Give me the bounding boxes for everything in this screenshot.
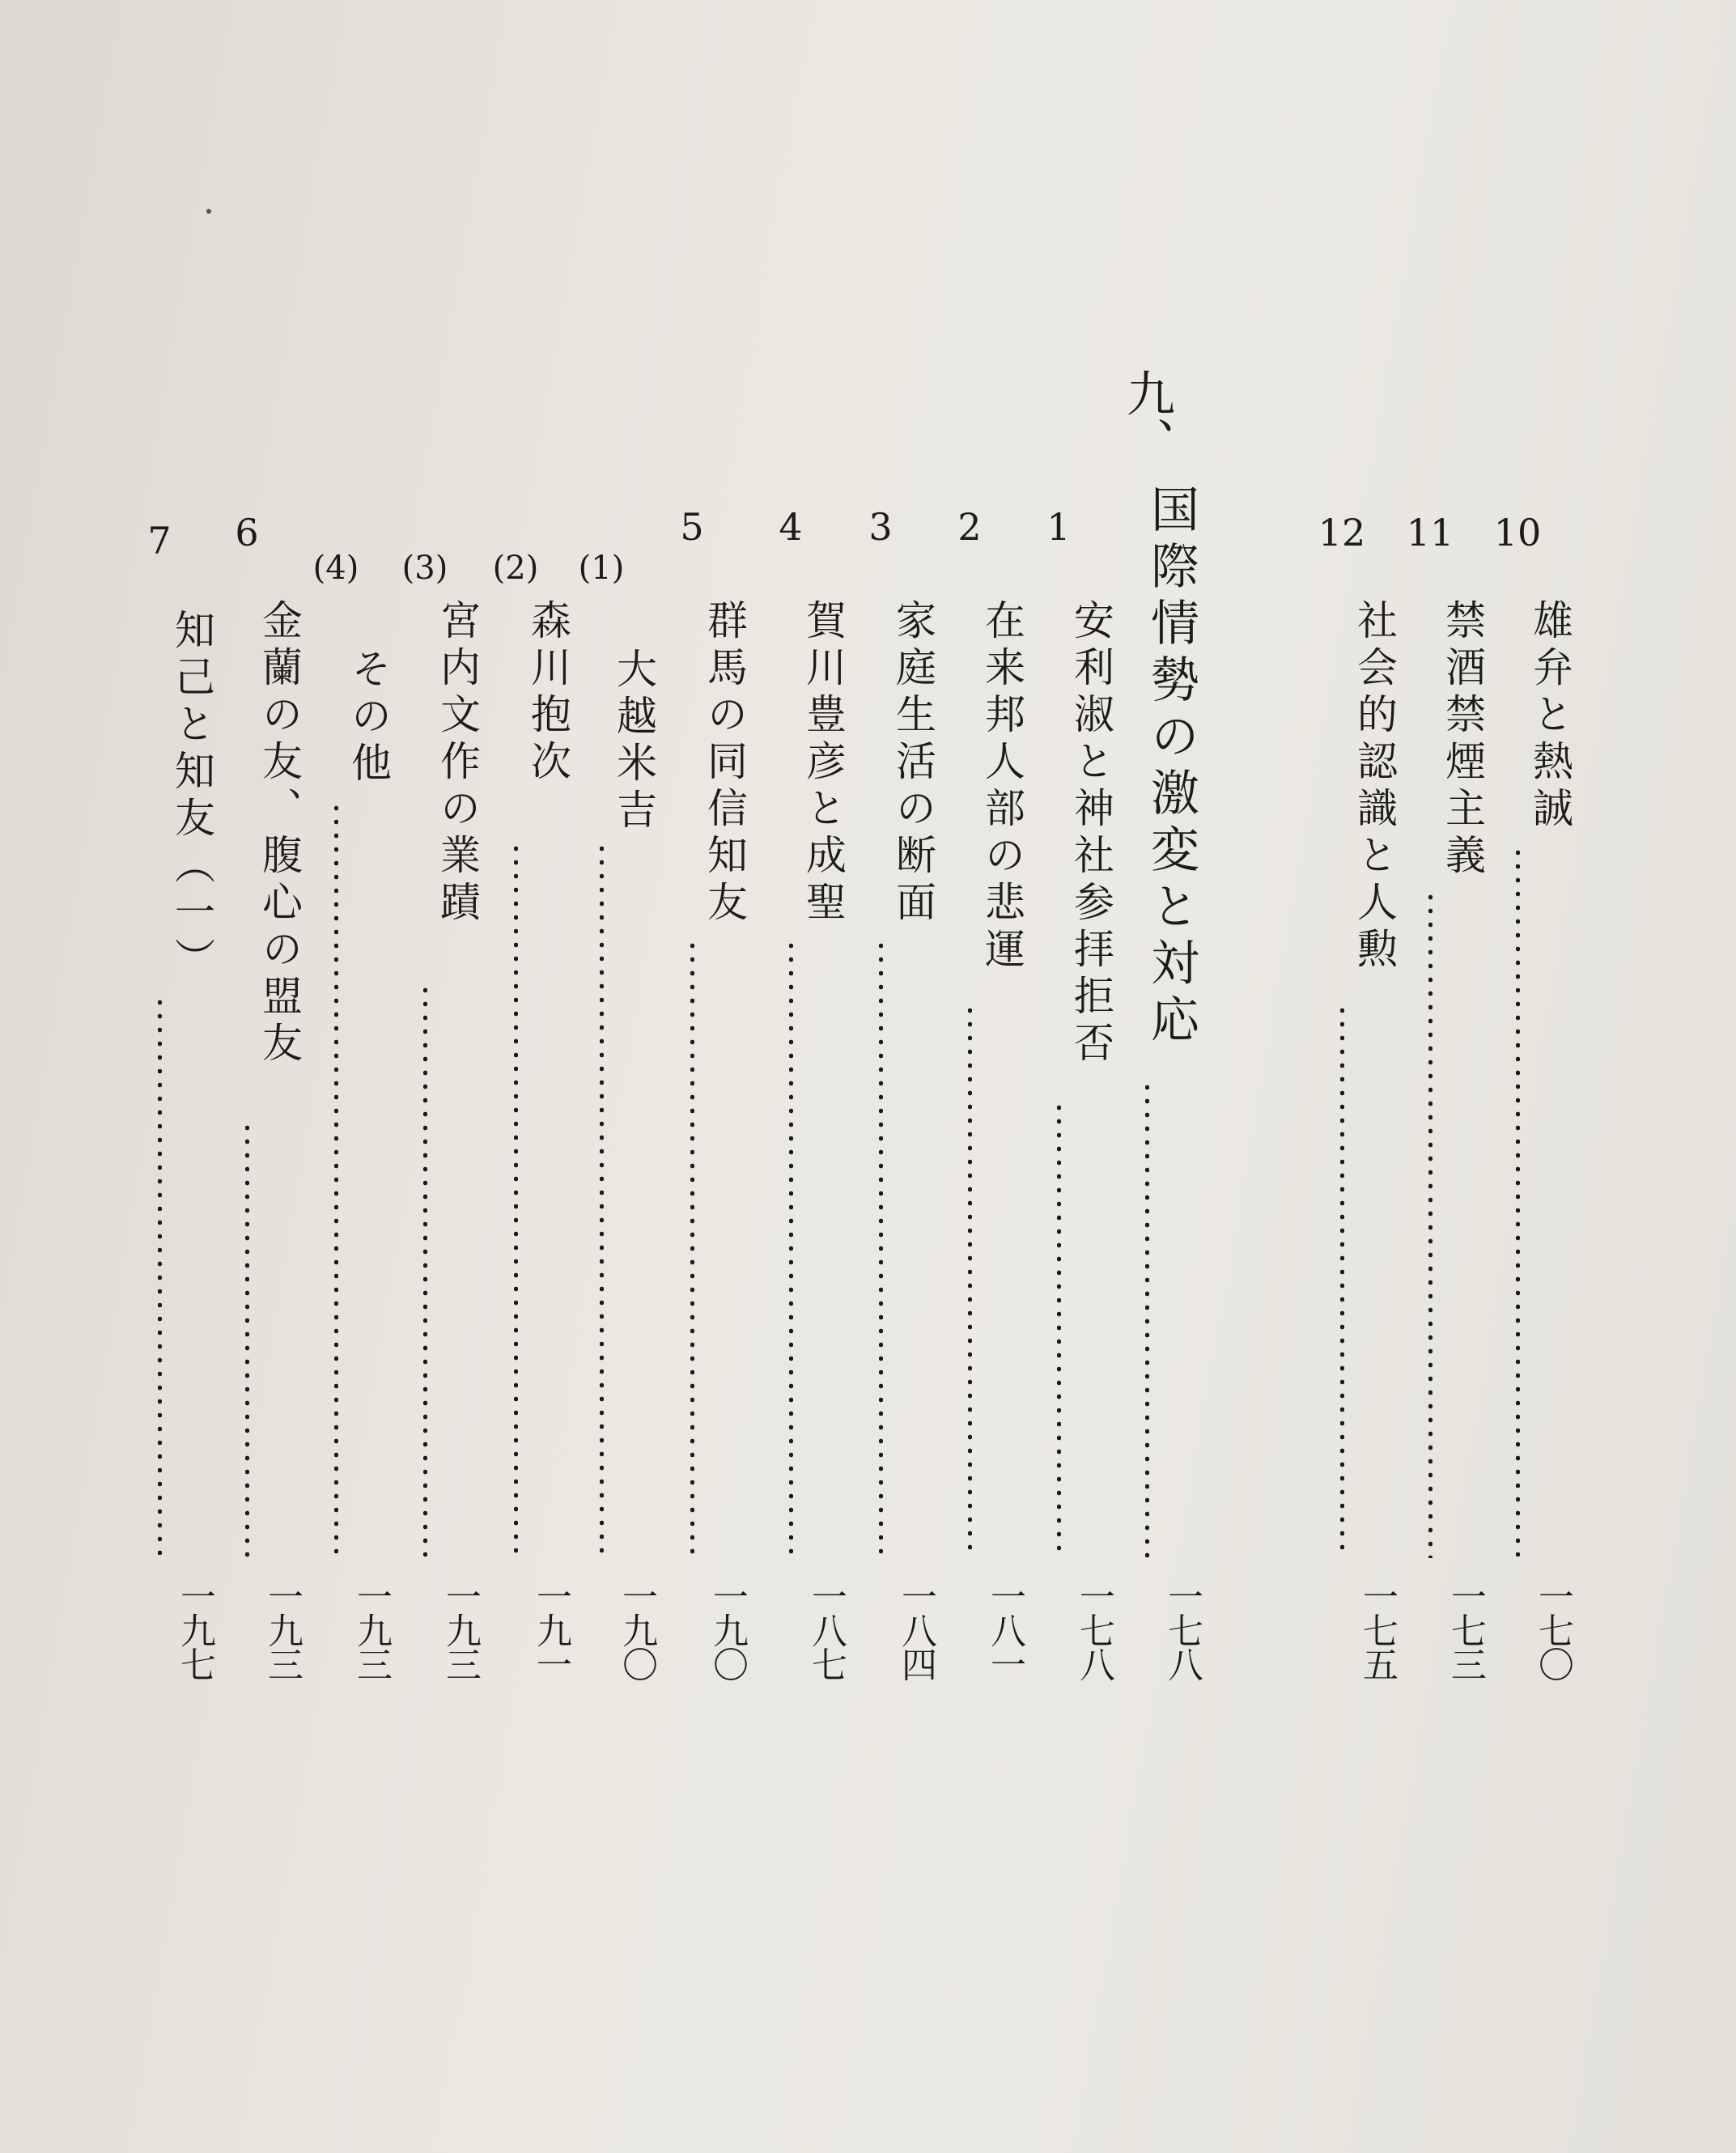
dot-leader bbox=[789, 939, 793, 1558]
entry-title: 安利淑と神社参拝拒否 bbox=[1067, 599, 1114, 1068]
entry-number: 3 bbox=[868, 505, 893, 549]
entry-title: 在来邦人部の悲運 bbox=[978, 599, 1025, 975]
toc-entry bbox=[844, 0, 936, 2153]
entry-page: 一九七 bbox=[174, 1578, 215, 1680]
toc-entry bbox=[656, 0, 748, 2153]
entry-title: 禁酒禁煙主義 bbox=[1439, 599, 1486, 881]
dot-leader bbox=[334, 801, 338, 1558]
entry-page: 一九〇 bbox=[707, 1578, 748, 1680]
toc-entry bbox=[123, 0, 215, 2153]
chapter-number: 九、 bbox=[1118, 368, 1175, 465]
entry-page: 一九三 bbox=[439, 1578, 481, 1680]
toc-subentry bbox=[299, 0, 392, 2153]
dot-leader bbox=[1516, 846, 1520, 1558]
entry-title: 群馬の同信知友 bbox=[701, 599, 748, 928]
entry-page: 一七八 bbox=[1073, 1578, 1114, 1680]
dot-leader bbox=[1340, 1004, 1344, 1558]
toc-entry bbox=[1394, 0, 1486, 2153]
entry-title: 賀川豊彦と成聖 bbox=[800, 599, 847, 928]
entry-title: 宮内文作の業蹟 bbox=[434, 599, 481, 928]
entry-number: 4 bbox=[779, 505, 803, 549]
entry-page: 一八七 bbox=[805, 1578, 847, 1680]
entry-number: (3) bbox=[401, 550, 448, 587]
entry-title: 家庭生活の断面 bbox=[889, 599, 936, 928]
chapter-heading bbox=[1110, 0, 1203, 2153]
toc-subentry bbox=[388, 0, 481, 2153]
entry-page: 一九三 bbox=[261, 1578, 303, 1680]
entry-title: 社会的認識と人勲 bbox=[1351, 599, 1398, 975]
entry-number: 7 bbox=[147, 519, 172, 563]
entry-page: 一八四 bbox=[895, 1578, 936, 1680]
entry-page: 一九一 bbox=[530, 1578, 571, 1680]
entry-number: 12 bbox=[1318, 511, 1366, 554]
toc-entry bbox=[1022, 0, 1114, 2153]
entry-title: 大越米吉 bbox=[610, 648, 657, 835]
entry-number: 10 bbox=[1493, 511, 1542, 554]
entry-page: 一九三 bbox=[350, 1578, 392, 1680]
toc-entry bbox=[1481, 0, 1573, 2153]
entry-title: 金蘭の友、腹心の盟友 bbox=[256, 599, 303, 1068]
entry-number: 2 bbox=[957, 505, 982, 549]
dot-leader bbox=[514, 842, 518, 1558]
entry-number: 1 bbox=[1046, 505, 1071, 549]
entry-number: 5 bbox=[680, 505, 704, 549]
dot-leader bbox=[1057, 1101, 1061, 1558]
dot-leader bbox=[1428, 890, 1433, 1558]
entry-page: 一七八 bbox=[1161, 1578, 1203, 1680]
entry-title: 知己と知友（一） bbox=[168, 609, 215, 984]
toc-subentry bbox=[479, 0, 571, 2153]
toc-entry bbox=[210, 0, 303, 2153]
entry-page: 一七〇 bbox=[1532, 1578, 1573, 1680]
entry-number: (4) bbox=[312, 550, 359, 587]
dot-leader bbox=[158, 996, 162, 1558]
entry-page: 一八一 bbox=[984, 1578, 1025, 1680]
toc-entry bbox=[933, 0, 1025, 2153]
toc-subentry bbox=[565, 0, 657, 2153]
entry-number: 6 bbox=[235, 511, 259, 554]
chapter-title: 国際情勢の激変と対応 bbox=[1143, 484, 1199, 1051]
entry-page: 一九〇 bbox=[616, 1578, 657, 1680]
entry-page: 一七五 bbox=[1356, 1578, 1398, 1680]
entry-title: その他 bbox=[345, 648, 392, 788]
toc-entry bbox=[754, 0, 847, 2153]
dot-leader bbox=[245, 1121, 249, 1558]
entry-number: (1) bbox=[578, 550, 625, 587]
dot-leader bbox=[423, 983, 427, 1558]
dot-leader bbox=[690, 939, 694, 1558]
toc-entry bbox=[1305, 0, 1398, 2153]
entry-title: 森川抱次 bbox=[524, 599, 571, 787]
dot-leader bbox=[600, 842, 604, 1558]
entry-title: 雄弁と熱誠 bbox=[1526, 599, 1573, 834]
dot-leader bbox=[968, 1004, 972, 1558]
dot-leader bbox=[879, 939, 883, 1558]
dot-leader bbox=[1145, 1081, 1149, 1558]
entry-page: 一七三 bbox=[1445, 1578, 1486, 1680]
entry-number: (2) bbox=[492, 550, 539, 587]
entry-number: 11 bbox=[1406, 511, 1454, 554]
